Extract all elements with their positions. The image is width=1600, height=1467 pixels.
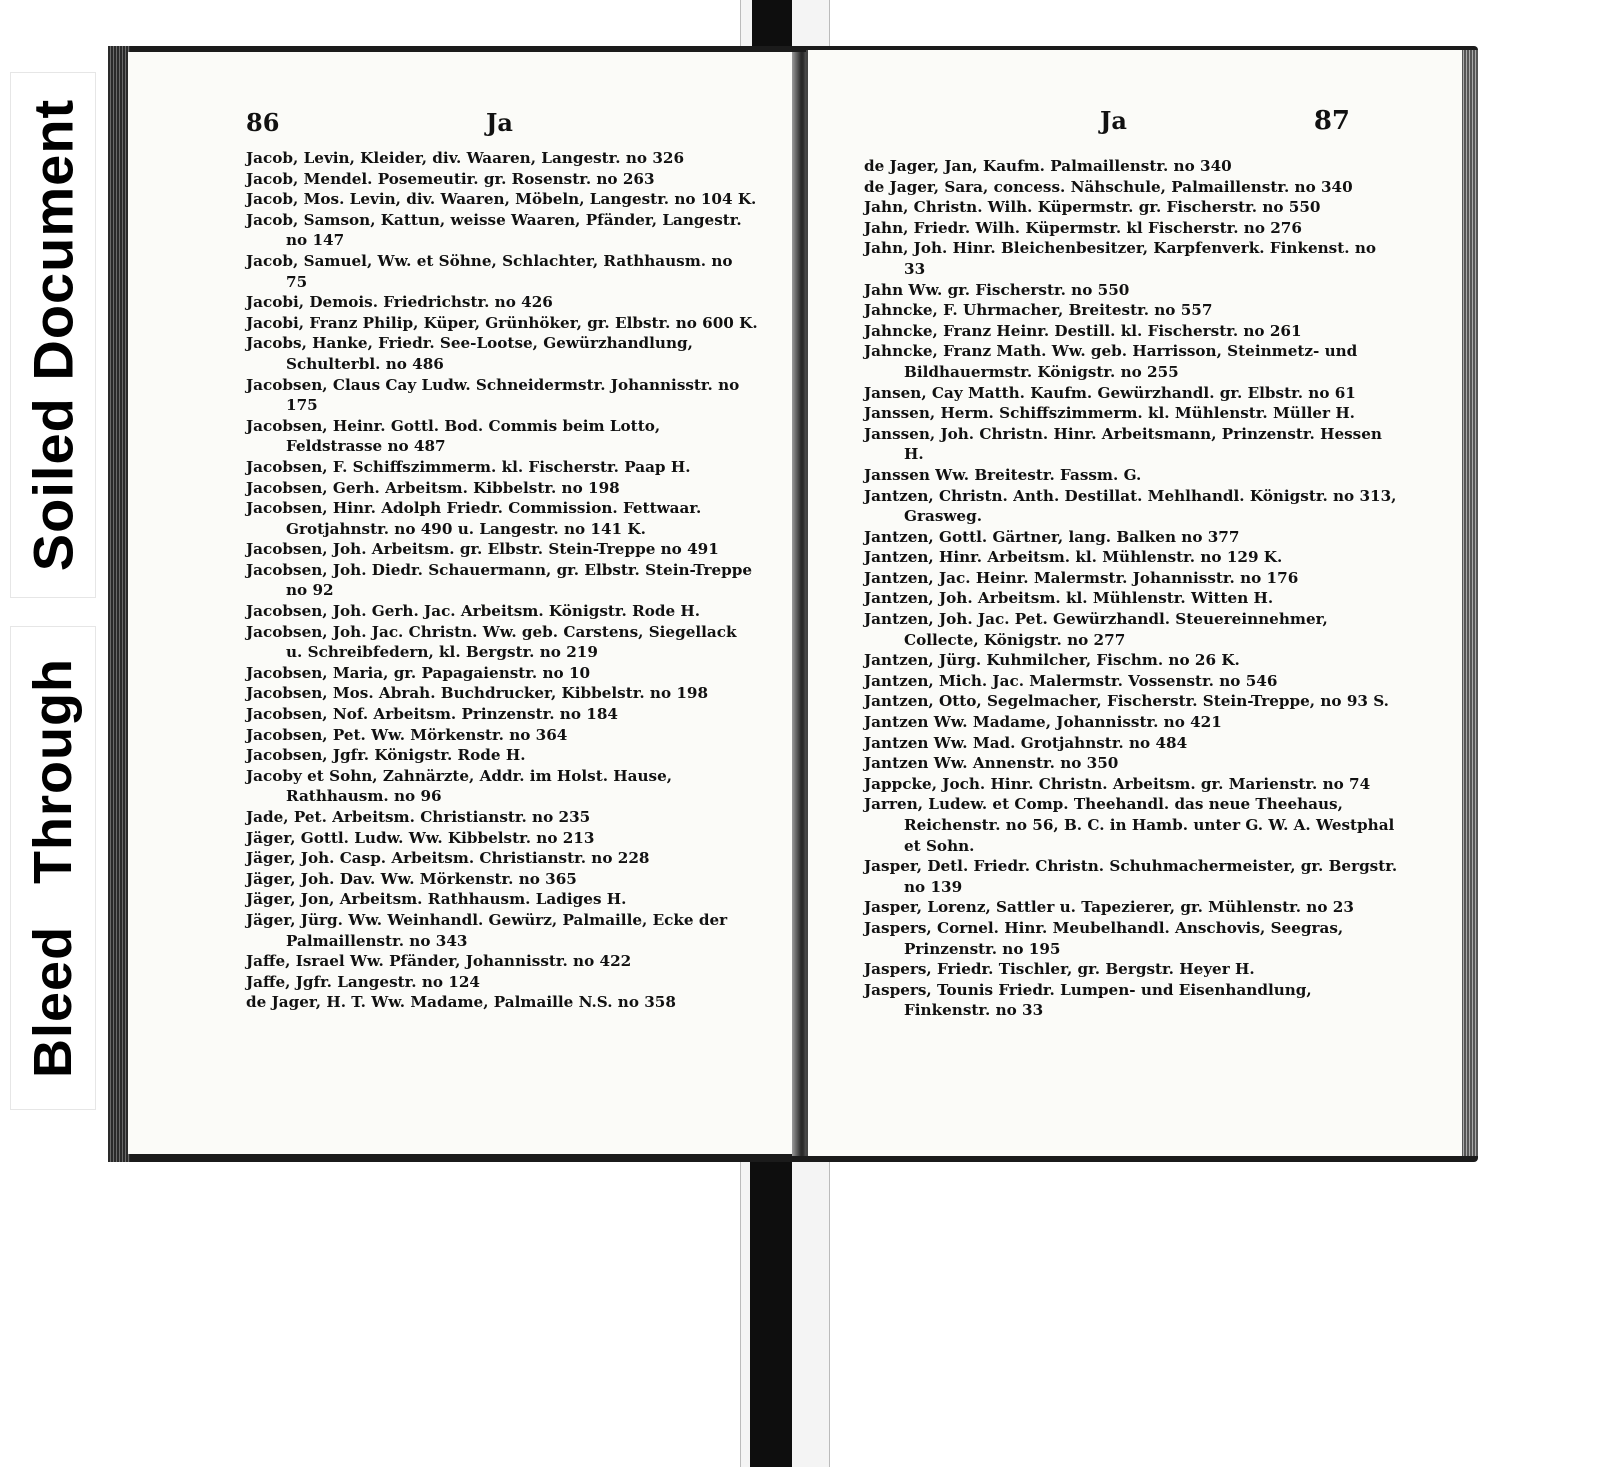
directory-entry: Jacobsen, Nof. Arbeitsm. Prinzenstr. no 184 xyxy=(246,705,618,724)
directory-entry: Jacob, Samuel, Ww. et Söhne, Schlachter, Rathhausm. no 75 xyxy=(246,251,733,291)
directory-entry: Jäger, Joh. Casp. Arbeitsm. Christianstr. no 228 xyxy=(246,849,650,868)
directory-entry: Jantzen Ww. Annenstr. no 350 xyxy=(864,754,1119,773)
directory-entry: Jantzen, Joh. Arbeitsm. kl. Mühlenstr. Witten H. xyxy=(864,589,1274,608)
right-page-header xyxy=(808,106,1462,140)
directory-entry: Jantzen, Joh. Jac. Pet. Gewürzhandl. Steuereinnehmer, Collecte, Königstr. no 277 xyxy=(864,610,1328,649)
directory-entry: Janssen Ww. Breitestr. Fassm. G. xyxy=(864,465,1142,484)
directory-entry: Jantzen Ww. Madame, Johannisstr. no 421 xyxy=(864,713,1222,732)
directory-entry: Jantzen, Hinr. Arbeitsm. kl. Mühlenstr. no 129 K. xyxy=(864,548,1283,567)
directory-entry: Jahn Ww. gr. Fischerstr. no 550 xyxy=(864,280,1130,299)
directory-entry: Jacobsen, Joh. Diedr. Schauermann, gr. Elbstr. Stein-Treppe no 92 xyxy=(246,560,753,600)
directory-entry: Jacobi, Franz Philip, Küper, Grünhöker, gr. Elbstr. no 600 K. xyxy=(246,313,758,332)
directory-entry: Jäger, Joh. Dav. Ww. Mörkenstr. no 365 xyxy=(246,869,577,888)
directory-entry: Jahncke, Franz Math. Ww. geb. Harrisson, Steinmetz- und Bildhauermstr. Königstr. no 255 xyxy=(864,342,1358,381)
bottom-binding-strip xyxy=(750,1152,792,1467)
directory-entry: Jacobsen, Heinr. Gottl. Bod. Commis beim Lotto, Feldstrasse no 487 xyxy=(246,416,661,456)
directory-entry: Jacob, Samson, Kattun, weisse Waaren, Pfänder, Langestr. no 147 xyxy=(246,210,742,250)
directory-entry: Jahn, Friedr. Wilh. Küpermstr. kl Fischerstr. no 276 xyxy=(864,218,1302,237)
directory-entry: Jaspers, Cornel. Hinr. Meubelhandl. Anschovis, Seegras, Prinzenstr. no 195 xyxy=(864,918,1344,958)
directory-entry: Jacob, Mos. Levin, div. Waaren, Möbeln, Langestr. no 104 K. xyxy=(246,190,757,209)
directory-entry: de Jager, Sara, concess. Nähschule, Palmaillenstr. no 340 xyxy=(864,177,1353,196)
directory-entry: Jaspers, Friedr. Tischler, gr. Bergstr. Heyer H. xyxy=(864,960,1255,979)
directory-entry: Jacobsen, Pet. Ww. Mörkenstr. no 364 xyxy=(246,725,568,744)
directory-entry: Jantzen, Otto, Segelmacher, Fischerstr. Stein-Treppe, no 93 S. xyxy=(864,692,1389,711)
directory-entry: Jantzen, Jac. Heinr. Malermstr. Johannisstr. no 176 xyxy=(864,568,1299,587)
right-page xyxy=(806,50,1462,1156)
directory-entry: Jacobsen, Claus Cay Ludw. Schneidermstr. Johannisstr. no 175 xyxy=(246,375,740,415)
directory-entry: Jacob, Levin, Kleider, div. Waaren, Langestr. no 326 xyxy=(246,149,685,167)
directory-entry: Jasper, Lorenz, Sattler u. Tapezierer, gr. Mühlenstr. no 23 xyxy=(864,898,1354,917)
directory-entry: Jacobsen, Jgfr. Königstr. Rode H. xyxy=(246,746,526,765)
directory-entry: Jantzen, Mich. Jac. Malermstr. Vossenstr. no 546 xyxy=(864,671,1278,690)
directory-entry: Jantzen Ww. Mad. Grotjahnstr. no 484 xyxy=(864,733,1188,752)
left-directory-list xyxy=(246,148,758,1013)
soiled-document-label xyxy=(10,72,96,598)
left-page-header xyxy=(128,108,800,142)
directory-entry: Jacobsen, F. Schiffszimmerm. kl. Fischerstr. Paap H. xyxy=(246,457,691,476)
directory-entry: Jansen, Cay Matth. Kaufm. Gewürzhandl. gr. Elbstr. no 61 xyxy=(864,383,1356,402)
directory-entry: Jacobsen, Maria, gr. Papagaienstr. no 10 xyxy=(246,663,591,682)
directory-entry: Jacoby et Sohn, Zahnärzte, Addr. im Holst. Hause, Rathhausm. no 96 xyxy=(246,766,673,806)
directory-entry: Jäger, Jon, Arbeitsm. Rathhausm. Ladiges H. xyxy=(246,890,627,909)
left-page-number: 86 xyxy=(246,108,280,137)
directory-entry: Janssen, Herm. Schiffszimmerm. kl. Mühlenstr. Müller H. xyxy=(864,404,1355,423)
directory-entry: Jaffe, Jgfr. Langestr. no 124 xyxy=(246,972,481,991)
directory-entry: de Jager, Jan, Kaufm. Palmaillenstr. no 340 xyxy=(864,157,1232,175)
directory-entry: Jacobsen, Gerh. Arbeitsm. Kibbelstr. no 198 xyxy=(246,478,620,497)
directory-entry: Jantzen, Christn. Anth. Destillat. Mehlhandl. Königstr. no 313, Grasweg. xyxy=(864,486,1397,526)
right-page-number: 87 xyxy=(1313,106,1350,136)
directory-entry: de Jager, H. T. Ww. Madame, Palmaille N.S. no 358 xyxy=(246,993,676,1012)
directory-entry: Jacobsen, Joh. Gerh. Jac. Arbeitsm. Königstr. Rode H. xyxy=(246,602,701,621)
left-page xyxy=(128,52,802,1154)
directory-entry: Jahn, Christn. Wilh. Küpermstr. gr. Fischerstr. no 550 xyxy=(864,198,1321,217)
directory-entry: Jacobsen, Joh. Jac. Christn. Ww. geb. Carstens, Siegellack u. Schreibfedern, kl. Bergstr. no 219 xyxy=(246,622,737,662)
directory-entry: Jacobsen, Joh. Arbeitsm. gr. Elbstr. Stein-Treppe no 491 xyxy=(246,540,719,559)
directory-entry: Jahncke, Franz Heinr. Destill. kl. Fischerstr. no 261 xyxy=(864,321,1302,340)
directory-entry: Jahn, Joh. Hinr. Bleichenbesitzer, Karpfenverk. Finkenst. no 33 xyxy=(864,239,1376,278)
directory-entry: Jantzen, Jürg. Kuhmilcher, Fischm. no 26 K. xyxy=(864,651,1240,670)
directory-entry: Jacobsen, Hinr. Adolph Friedr. Commission. Fettwaar. Grotjahnstr. no 490 u. Langestr. no 141 K. xyxy=(246,499,702,538)
top-binding-strip xyxy=(752,0,792,52)
directory-entry: Jacob, Mendel. Posemeutir. gr. Rosenstr. no 263 xyxy=(246,169,655,188)
directory-entry: Jacobi, Demois. Friedrichstr. no 426 xyxy=(246,293,553,312)
directory-entry: Jantzen, Gottl. Gärtner, lang. Balken no 377 xyxy=(864,527,1240,546)
directory-entry: Jarren, Ludew. et Comp. Theehandl. das neue Theehaus, Reichenstr. no 56, B. C. in Hamb. unter G. W. A. Westphal et Sohn. xyxy=(864,795,1395,855)
directory-entry: Jade, Pet. Arbeitsm. Christianstr. no 235 xyxy=(246,808,591,826)
directory-entry: Jaffe, Israel Ww. Pfänder, Johannisstr. no 422 xyxy=(246,952,632,971)
directory-entry: Jappcke, Joch. Hinr. Christn. Arbeitsm. gr. Marienstr. no 74 xyxy=(864,774,1371,793)
directory-entry: Jäger, Jürg. Ww. Weinhandl. Gewürz, Palmaille, Ecke der Palmaillenstr. no 343 xyxy=(246,910,728,950)
directory-entry: Jahncke, F. Uhrmacher, Breitestr. no 557 xyxy=(864,301,1213,320)
directory-entry: Jäger, Gottl. Ludw. Ww. Kibbelstr. no 213 xyxy=(246,828,595,847)
right-directory-list xyxy=(864,156,1402,1021)
directory-entry: Jaspers, Tounis Friedr. Lumpen- und Eisenhandlung, Finkenstr. no 33 xyxy=(864,980,1312,1020)
left-page-running-head: Ja xyxy=(486,108,513,137)
directory-entry: Janssen, Joh. Christn. Hinr. Arbeitsmann, Prinzenstr. Hessen H. xyxy=(864,424,1382,464)
bleed-through-label xyxy=(10,626,96,1110)
directory-entry: Jacobsen, Mos. Abrah. Buchdrucker, Kibbelstr. no 198 xyxy=(246,684,709,703)
directory-entry: Jasper, Detl. Friedr. Christn. Schuhmachermeister, gr. Bergstr. no 139 xyxy=(864,857,1398,896)
soiled-document-text: Soiled Document xyxy=(21,98,85,572)
right-page-running-head: Ja xyxy=(1100,106,1127,135)
bleed-through-text: Bleed Through xyxy=(23,658,83,1078)
directory-entry: Jacobs, Hanke, Friedr. See-Lootse, Gewürzhandlung, Schulterbl. no 486 xyxy=(246,334,693,373)
left-page-edges xyxy=(108,46,130,1162)
